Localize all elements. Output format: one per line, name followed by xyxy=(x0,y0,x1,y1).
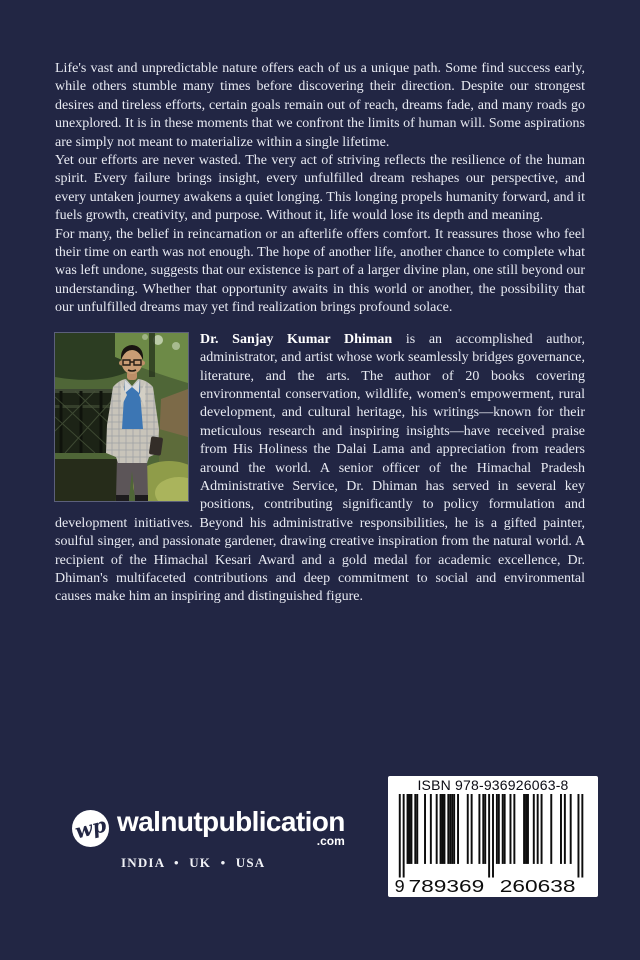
barcode-digits-left-group: 789369 xyxy=(408,876,485,895)
author-name: Dr. Sanjay Kumar Dhiman xyxy=(200,331,393,347)
isbn-number-label: ISBN 978-936926063-8 xyxy=(417,777,569,793)
publisher-monogram: wp xyxy=(72,812,109,844)
publisher-logo-row xyxy=(72,806,345,848)
author-bio-section xyxy=(55,331,585,607)
barcode-digit-left: 9 xyxy=(394,876,405,895)
back-cover-text xyxy=(55,60,585,607)
publisher-regions: INDIA • UK • USA xyxy=(121,855,266,870)
paragraph-1: Life's vast and unpredictable nature offers each of us a unique path. Some find success early, while others stumble many times before discovering their direction. Despite our strongest desires and tireless efforts, certain goals remain out of reach, dreams fade, and many roads go unexplored. It is in these moments that we confront the limits of human will. Some aspirations are simply not meant to materialize within a single lifetime. xyxy=(55,61,585,150)
publisher-wordmark-wrap xyxy=(117,808,345,848)
publisher-domain-suffix: .com xyxy=(316,834,345,848)
publisher-logo-icon xyxy=(72,810,109,847)
barcode-digits-right-group: 260638 xyxy=(499,876,576,895)
barcode-bars xyxy=(399,794,584,878)
paragraph-2: Yet our efforts are never wasted. The very act of striving reflects the resilience of the human spirit. Every failure brings insight, every unfulfilled dream reshapes our perspective, and every untaken journey awakens a quiet longing. This longing propels humanity forward, and it fuels growth, creativity, and purpose. Without it, life would lose its depth and meaning. xyxy=(55,153,585,224)
publisher-wordmark: walnutpublication xyxy=(117,806,345,837)
publisher-block xyxy=(72,806,345,871)
author-photo xyxy=(55,333,188,501)
isbn-barcode-box xyxy=(388,776,598,897)
paragraph-3: For many, the belief in reincarnation or an afterlife offers comfort. It reassures those who feel their time on earth was not enough. The hope of another life, another chance to complete what was left undone, suggests that our existence is part of a larger divine plan, one still beyond our understanding. Whether that opportunity awaits in this world or another, the possibility that our unfulfilled dreams may yet find realization brings profound solace. xyxy=(55,226,585,316)
author-portrait-illustration xyxy=(55,333,188,501)
ean13-barcode xyxy=(392,794,594,895)
author-bio-body: is an accomplished author, administrator, and artist whose work seamlessly bridges governance, literature, and the arts. The author of 20 books covering environmental conservation, wildlife, women's empowerment, rural development, and cultural heritage, his writings—known for their meticulous research and inspiring insights—have received praise from His Holiness the Dalai Lama and appreciation from readers around the world. A senior officer of the Himachal Pradesh Administrative Service, Dr. Dhiman has served in several key positions, contributing significantly to policy formulation and development initiatives. Beyond his administrative responsibilities, he is a gifted painter, soulful singer, and passionate gardener, drawing creative inspiration from the natural world. A recipient of the Himachal Kesari Award and a gold medal for academic excellence, Dr. Dhiman's multifaceted contributions and deep commitment to social and environmental causes make him an inspiring and distinguished figure. xyxy=(55,331,585,605)
